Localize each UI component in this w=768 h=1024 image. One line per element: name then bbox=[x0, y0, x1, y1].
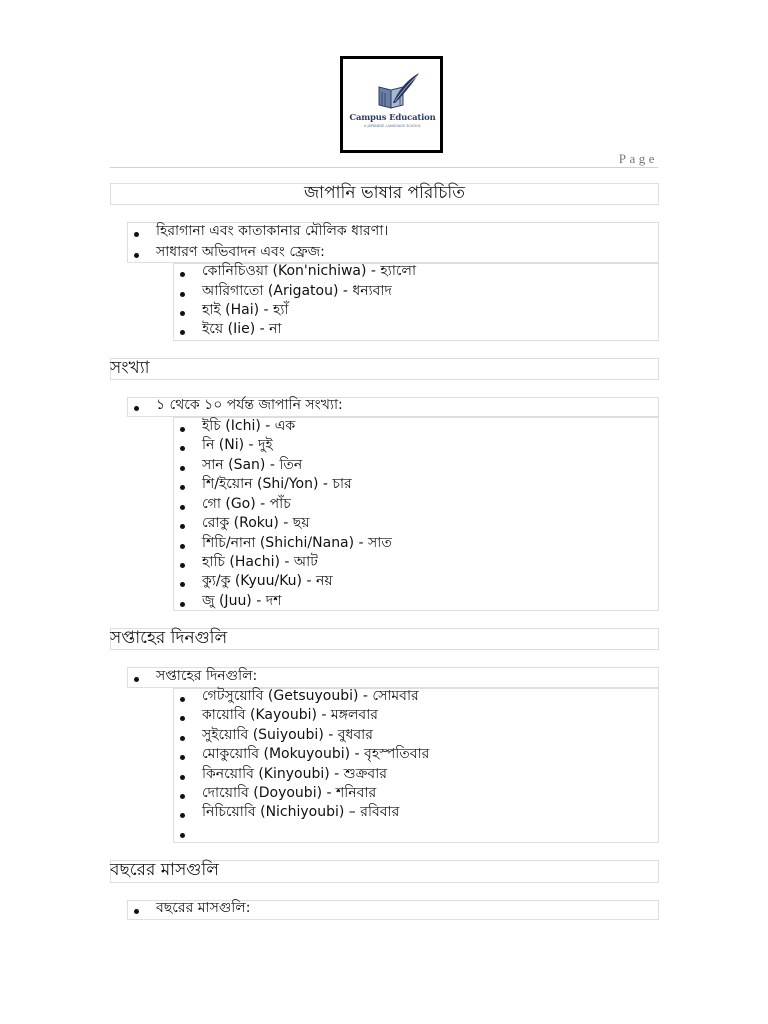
bullet-icon bbox=[180, 524, 185, 529]
list-item: নি (Ni) - দুই bbox=[202, 437, 273, 453]
section-heading-months: বছরের মাসগুলি bbox=[110, 860, 219, 880]
list-item: কায়োবি (Kayoubi) - মঙ্গলবার bbox=[202, 707, 378, 723]
book-quill-icon bbox=[343, 59, 440, 150]
list-item: ১ থেকে ১০ পর্যন্ত জাপানি সংখ্যা: bbox=[156, 397, 343, 413]
bullet-icon bbox=[180, 272, 185, 277]
list-item: ক্যু/কু (Kyuu/Ku) - নয় bbox=[202, 573, 333, 589]
list-item: বছরের মাসগুলি: bbox=[156, 900, 251, 916]
logo-text: Campus Education bbox=[349, 113, 436, 123]
bullet-icon bbox=[180, 755, 185, 760]
list-item: গো (Go) - পাঁচ bbox=[202, 496, 291, 512]
page-label: Page bbox=[618, 151, 658, 166]
list-item: সান (San) - তিন bbox=[202, 457, 303, 473]
bullet-icon bbox=[180, 697, 185, 702]
bullet-icon bbox=[180, 563, 185, 568]
list-item: কোনিচিওয়া (Kon'nichiwa) - হ্যালো bbox=[202, 263, 417, 279]
bullet-icon bbox=[180, 427, 185, 432]
bullet-icon bbox=[180, 794, 185, 799]
campus-education-logo bbox=[340, 56, 443, 153]
list-item: হাচি (Hachi) - আট bbox=[202, 554, 318, 570]
list-item: জু (Juu) - দশ bbox=[202, 593, 282, 609]
bullet-icon bbox=[134, 909, 139, 914]
list-item: দোয়োবি (Doyoubi) - শনিবার bbox=[202, 785, 377, 801]
bullet-icon bbox=[134, 232, 139, 237]
list-item: ইয়ে (Iie) - না bbox=[202, 321, 282, 337]
header-divider bbox=[110, 167, 658, 168]
bullet-icon bbox=[180, 716, 185, 721]
list-item: কিনয়োবি (Kinyoubi) - শুক্রবার bbox=[202, 766, 387, 782]
bullet-icon bbox=[180, 292, 185, 297]
list-item: নিচিয়োবি (Nichiyoubi) – রবিবার bbox=[202, 804, 400, 820]
list-item: হাই (Hai) - হ্যাঁ bbox=[202, 302, 289, 318]
document-title: জাপানি ভাষার পরিচিতি bbox=[303, 183, 466, 203]
bullet-icon bbox=[134, 406, 139, 411]
list-item: আরিগাতো (Arigatou) - ধন্যবাদ bbox=[202, 283, 392, 299]
bullet-icon bbox=[180, 311, 185, 316]
list-item: মোকুয়োবি (Mokuyoubi) - বৃহস্পতিবার bbox=[202, 746, 430, 762]
bullet-icon bbox=[180, 466, 185, 471]
bullet-icon bbox=[180, 582, 185, 587]
list-item: হিরাগানা এবং কাতাকানার মৌলিক ধারণা। bbox=[156, 223, 389, 239]
list-item: শিচি/নানা (Shichi/Nana) - সাত bbox=[202, 535, 392, 551]
list-item: ইচি (Ichi) - এক bbox=[202, 418, 296, 434]
list-item: গেটসুয়োবি (Getsuyoubi) - সোমবার bbox=[202, 688, 419, 704]
bullet-icon bbox=[180, 544, 185, 549]
list-item: শি/ইয়োন (Shi/Yon) - চার bbox=[202, 476, 352, 492]
list-item: সুইয়োবি (Suiyoubi) - বুধবার bbox=[202, 727, 373, 743]
section-heading-numbers: সংখ্যা bbox=[110, 358, 150, 378]
bullet-icon bbox=[180, 813, 185, 818]
section-heading-weekdays: সপ্তাহের দিনগুলি bbox=[110, 628, 228, 648]
bullet-icon bbox=[180, 833, 185, 838]
list-item: সপ্তাহের দিনগুলি: bbox=[156, 668, 258, 684]
bullet-icon bbox=[180, 330, 185, 335]
bullet-icon bbox=[180, 485, 185, 490]
bullet-icon bbox=[134, 253, 139, 258]
bullet-icon bbox=[180, 736, 185, 741]
bullet-icon bbox=[180, 505, 185, 510]
bullet-icon bbox=[180, 775, 185, 780]
list-item: রোকু (Roku) - ছয় bbox=[202, 515, 310, 531]
bullet-icon bbox=[180, 446, 185, 451]
bullet-icon bbox=[180, 602, 185, 607]
list-item: সাধারণ অভিবাদন এবং ফ্রেজ: bbox=[156, 244, 325, 260]
logo-subtext: A JAPANESE LANGUAGE SCHOOL bbox=[364, 124, 421, 128]
bullet-icon bbox=[134, 677, 139, 682]
